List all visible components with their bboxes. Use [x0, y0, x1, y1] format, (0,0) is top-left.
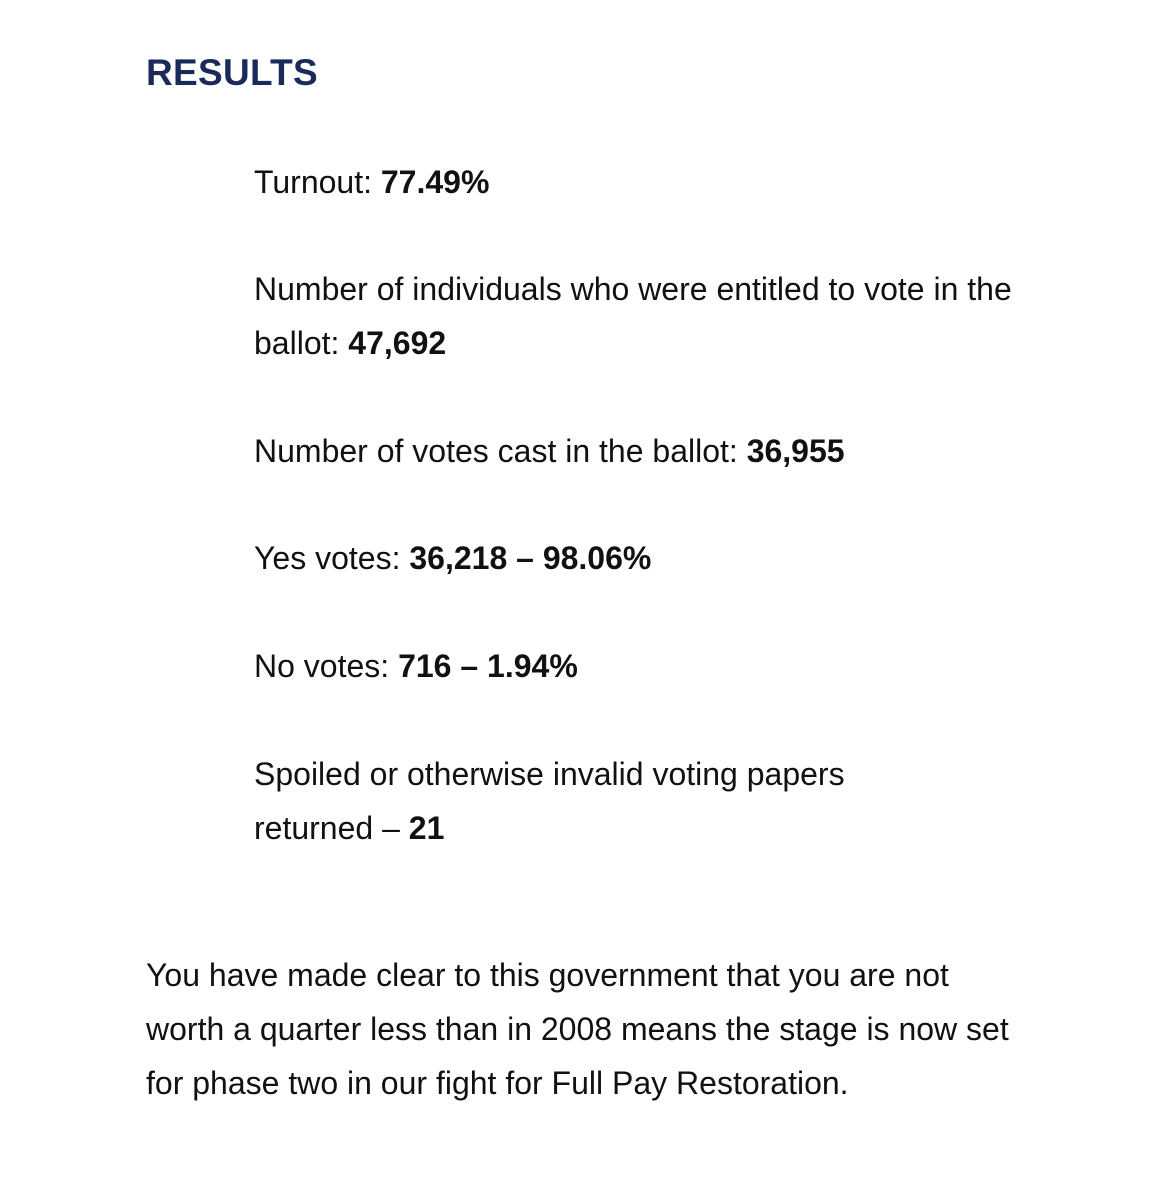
- entitled-label: Number of individuals who were entitled to vote in the ballot:: [254, 271, 1012, 361]
- no-votes-item: [254, 639, 1034, 693]
- yes-votes-value: 36,218 – 98.06%: [409, 540, 652, 576]
- turnout-label: Turnout:: [254, 164, 381, 200]
- closing-paragraph: You have made clear to this government that you are not worth a quarter less than in 2008 means the stage is now set for phase two in our fight for Full Pay Restoration.: [146, 957, 1009, 1101]
- spoiled-value: 21: [408, 810, 445, 846]
- no-votes-value: 716 – 1.94%: [398, 648, 578, 684]
- votes-cast-label: Number of votes cast in the ballot:: [254, 433, 747, 469]
- votes-cast-item: [254, 424, 1034, 478]
- yes-votes-item: [254, 531, 1034, 585]
- votes-cast-value: 36,955: [746, 433, 845, 469]
- spoiled-item: [254, 747, 954, 855]
- yes-votes-label: Yes votes:: [254, 540, 410, 576]
- turnout-item: [254, 155, 1034, 209]
- no-votes-label: No votes:: [254, 648, 399, 684]
- turnout-value: 77.49%: [380, 164, 490, 200]
- entitled-value: 47,692: [348, 325, 447, 361]
- results-heading: RESULTS: [146, 52, 319, 93]
- spoiled-label: Spoiled or otherwise invalid voting papers returned –: [254, 756, 845, 846]
- entitled-item: [254, 262, 1034, 370]
